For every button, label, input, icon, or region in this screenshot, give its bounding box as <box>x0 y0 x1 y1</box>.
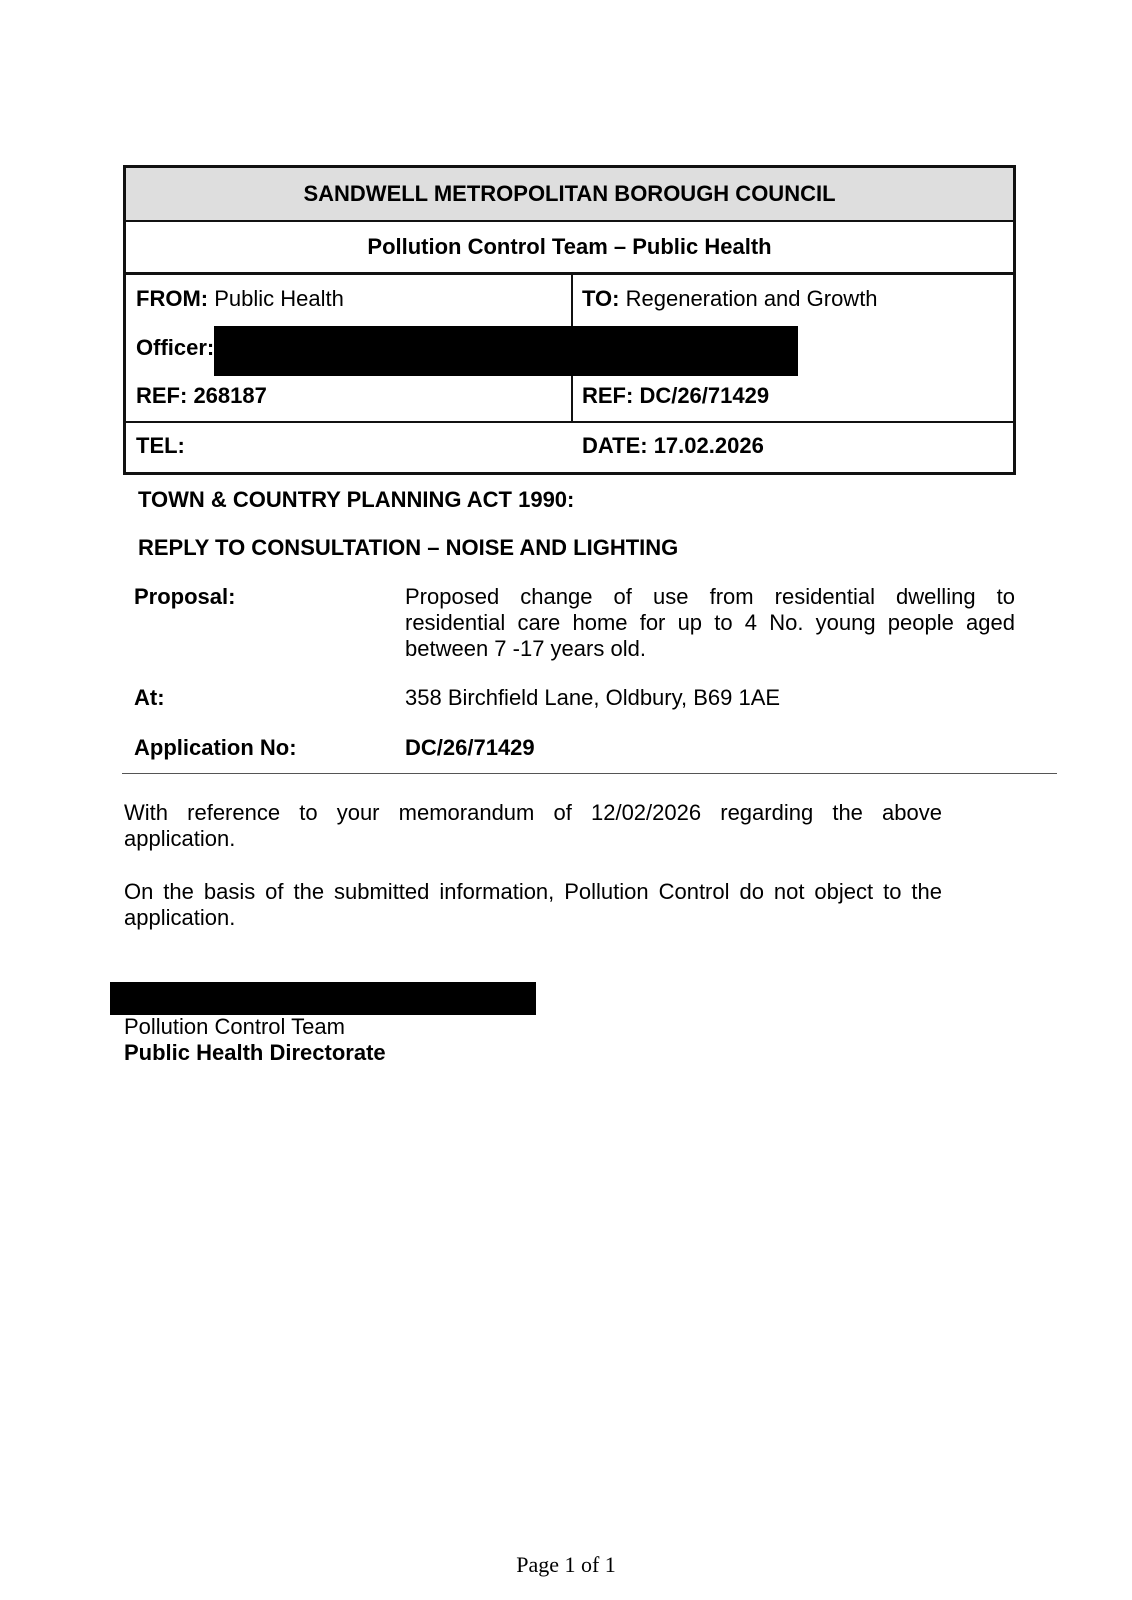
signature-directorate: Public Health Directorate <box>124 1040 386 1065</box>
memo-header-table <box>123 165 1016 475</box>
act-heading: TOWN & COUNTRY PLANNING ACT 1990: <box>138 487 575 512</box>
section-divider <box>122 773 1057 774</box>
proposal-label: Proposal: <box>134 584 236 609</box>
memo-details-grid <box>126 275 1013 472</box>
page-number: Page 1 of 1 <box>516 1552 616 1577</box>
address-value: 358 Birchfield Lane, Oldbury, B69 1AE <box>405 685 781 710</box>
address-label: At: <box>134 685 165 710</box>
to-value: Regeneration and Growth <box>625 286 878 311</box>
signature-redaction <box>110 982 536 1015</box>
row-divider <box>126 421 1013 423</box>
page-footer <box>0 1552 1132 1578</box>
team-name: Pollution Control Team – Public Health <box>126 222 1013 275</box>
ref-left-field <box>136 383 267 409</box>
council-name: SANDWELL METROPOLITAN BOROUGH COUNCIL <box>126 168 1013 222</box>
application-number-label: Application No: <box>134 735 297 760</box>
signature-team: Pollution Control Team <box>124 1014 345 1039</box>
ref-right: REF: DC/26/71429 <box>582 383 770 408</box>
from-label: FROM: <box>136 286 209 311</box>
to-field <box>582 286 878 312</box>
application-number-value: DC/26/71429 <box>405 735 535 760</box>
memo-reference-paragraph: With reference to your memorandum of 12/02/2026 regarding the above application. <box>124 800 942 851</box>
proposal-value: Proposed change of use from residential dwelling to residential care home for up to 4 No. young people aged between 7 -17 years old. <box>405 584 1015 661</box>
officer-redaction <box>214 326 798 376</box>
from-field <box>136 286 344 312</box>
ref-right-field <box>582 383 769 409</box>
to-label: TO: <box>582 286 620 311</box>
reply-heading: REPLY TO CONSULTATION – NOISE AND LIGHTING <box>138 535 679 560</box>
date-value: DATE: 17.02.2026 <box>582 433 764 458</box>
from-value: Public Health <box>214 286 344 311</box>
date-field <box>582 433 764 459</box>
officer-label: Officer: <box>136 335 215 360</box>
tel-label: TEL: <box>136 433 185 458</box>
tel-field <box>136 433 185 459</box>
ref-left: REF: 268187 <box>136 383 267 408</box>
decision-paragraph: On the basis of the submitted information, Pollution Control do not object to the application. <box>124 879 942 930</box>
officer-field <box>136 335 214 361</box>
